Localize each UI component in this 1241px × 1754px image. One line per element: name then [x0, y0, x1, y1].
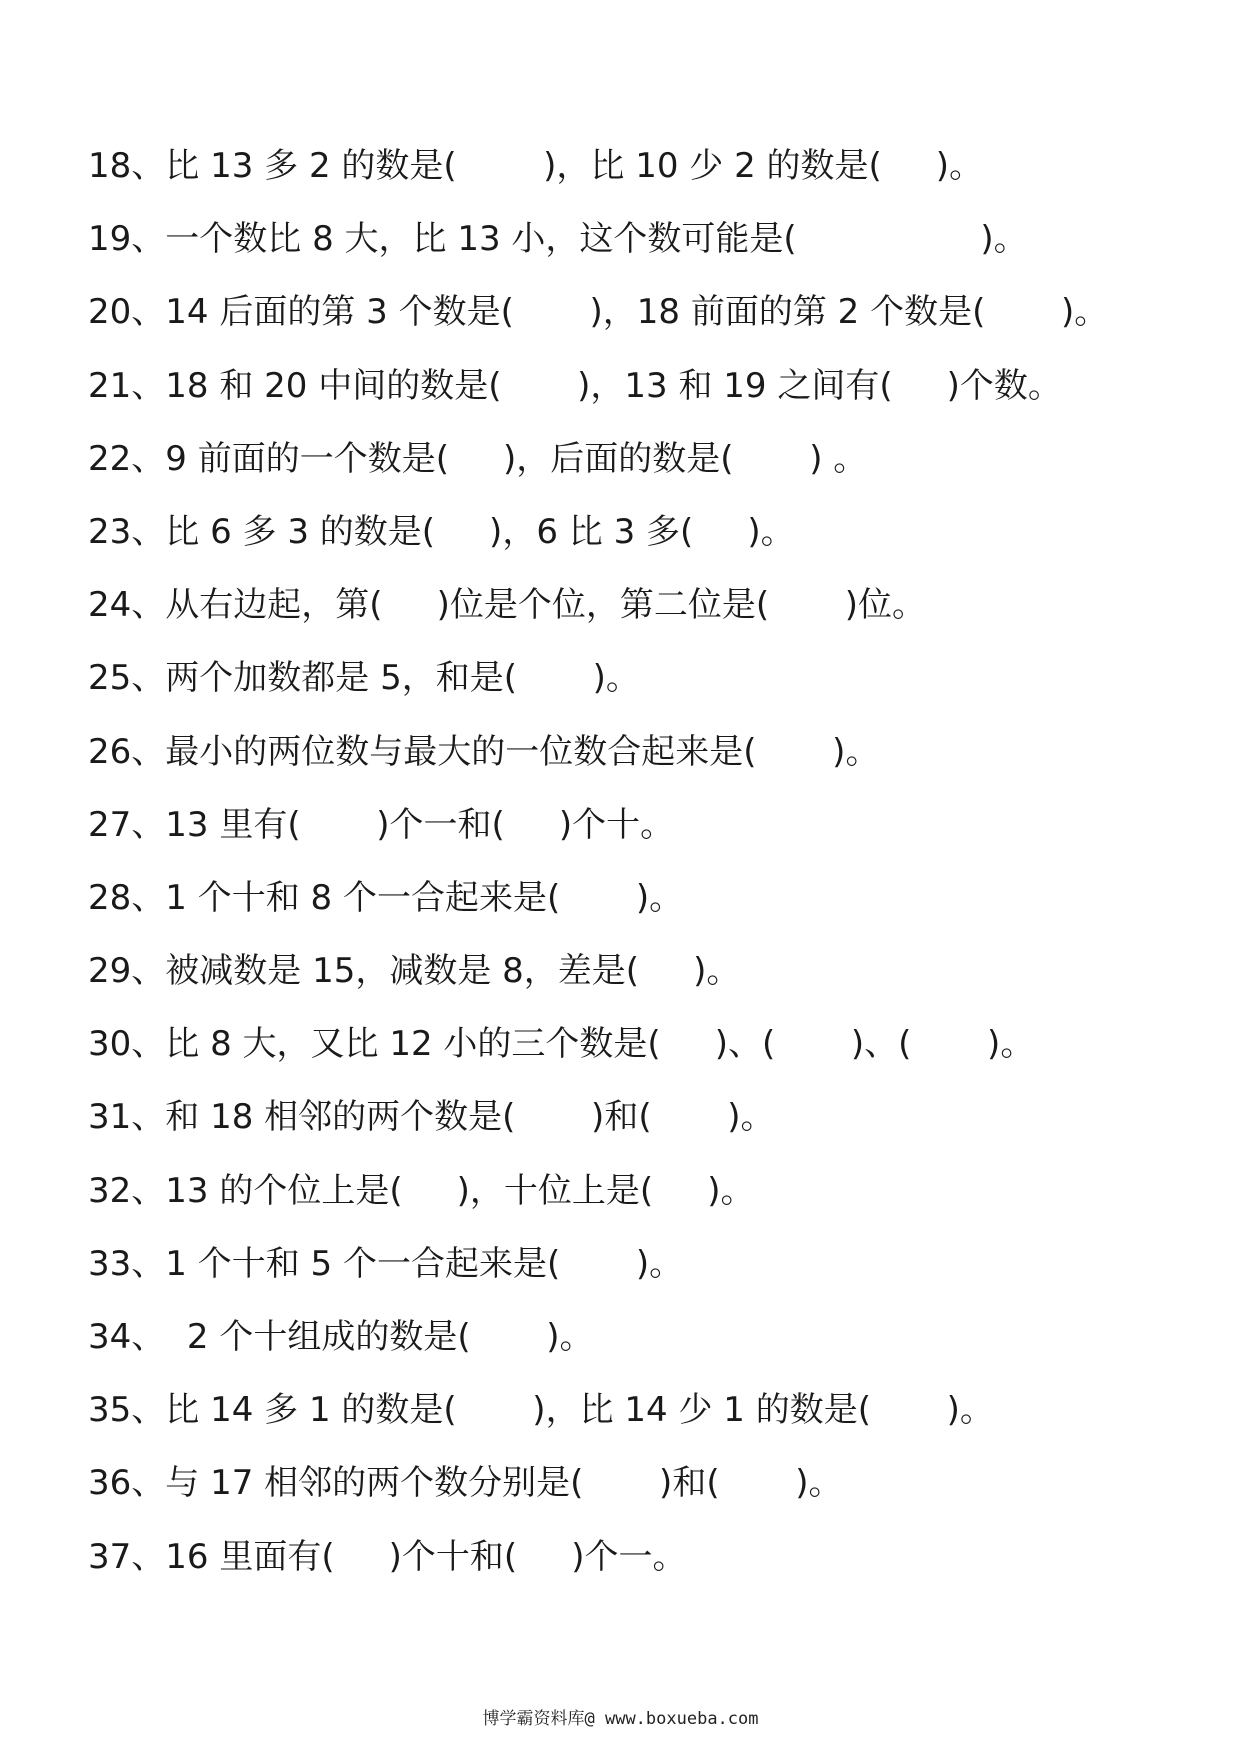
- question-number: 35、: [88, 1390, 166, 1431]
- question-text: 14 后面的第 3 个数是( )，18 前面的第 2 个数是( )。: [165, 292, 1109, 333]
- question-number: 22、: [88, 438, 166, 479]
- question-text: 16 里面有( )个十和( )个一。: [165, 1536, 687, 1577]
- footer-watermark: 博学霸资料库@ www.boxueba.com: [482, 1709, 759, 1729]
- question-number: 21、: [88, 365, 166, 406]
- question-number: 19、: [88, 219, 166, 260]
- question-number: 24、: [88, 585, 166, 626]
- question-item: [88, 1228, 1208, 1301]
- question-item: [88, 1521, 1208, 1594]
- question-item: [88, 130, 1208, 203]
- question-number: 18、: [88, 146, 166, 186]
- question-item: [88, 862, 1208, 935]
- question-text: 两个加数都是 5，和是( )。: [165, 658, 640, 699]
- question-item: [88, 642, 1208, 715]
- question-item: [88, 350, 1208, 423]
- question-number: 32、: [88, 1170, 166, 1211]
- question-text: 1 个十和 5 个一合起来是( )。: [165, 1243, 684, 1284]
- question-text: 与 17 相邻的两个数分别是( )和( )。: [165, 1463, 843, 1504]
- question-number: 27、: [88, 804, 166, 845]
- question-list: [88, 130, 1208, 1594]
- question-text: 比 8 大，又比 12 小的三个数是( )、( )、( )。: [165, 1024, 1035, 1065]
- question-item: [88, 789, 1208, 862]
- question-number: 30、: [88, 1024, 166, 1065]
- question-number: 20、: [88, 292, 166, 333]
- question-text: 比 14 多 1 的数是( )，比 14 少 1 的数是( )。: [165, 1390, 994, 1431]
- question-text: 9 前面的一个数是( )，后面的数是( ) 。: [165, 438, 868, 479]
- question-number: 23、: [88, 511, 166, 552]
- question-item: [88, 276, 1208, 349]
- question-number: 26、: [88, 731, 166, 772]
- question-text: 18 和 20 中间的数是( )，13 和 19 之间有( )个数。: [165, 365, 1062, 406]
- question-text: 1 个十和 8 个一合起来是( )。: [165, 877, 684, 918]
- question-item: [88, 935, 1208, 1008]
- question-item: [88, 716, 1208, 789]
- question-text: 最小的两位数与最大的一位数合起来是( )。: [165, 731, 880, 772]
- question-text: 13 里有( )个一和( )个十。: [165, 804, 675, 845]
- question-text: 和 18 相邻的两个数是( )和( )。: [165, 1097, 775, 1138]
- question-text: 2 个十组成的数是( )。: [165, 1317, 594, 1357]
- question-text: 从右边起，第( )位是个位，第二位是( )位。: [165, 585, 927, 626]
- question-text: 13 的个位上是( )，十位上是( )。: [165, 1170, 755, 1211]
- question-item: [88, 1374, 1208, 1447]
- question-item: [88, 1301, 1208, 1374]
- question-number: 28、: [88, 877, 166, 918]
- question-text: 比 6 多 3 的数是( )，6 比 3 多( )。: [165, 511, 795, 552]
- question-item: [88, 496, 1208, 569]
- question-number: 29、: [88, 951, 166, 992]
- question-number: 25、: [88, 658, 166, 699]
- question-item: [88, 423, 1208, 496]
- question-number: 31、: [88, 1097, 166, 1138]
- question-text: 比 13 多 2 的数是( )，比 10 少 2 的数是( )。: [165, 146, 984, 186]
- question-number: 33、: [88, 1243, 166, 1284]
- question-item: [88, 1447, 1208, 1520]
- question-number: 36、: [88, 1463, 166, 1504]
- question-item: [88, 569, 1208, 642]
- question-item: [88, 1008, 1208, 1081]
- question-item: [88, 1081, 1208, 1154]
- question-item: [88, 1155, 1208, 1228]
- question-text: 一个数比 8 大，比 13 小，这个数可能是( )。: [165, 219, 1028, 260]
- question-number: 34、: [88, 1317, 166, 1357]
- question-item: [88, 203, 1208, 276]
- question-number: 37、: [88, 1536, 166, 1577]
- question-text: 被减数是 15，减数是 8，差是( )。: [165, 951, 741, 992]
